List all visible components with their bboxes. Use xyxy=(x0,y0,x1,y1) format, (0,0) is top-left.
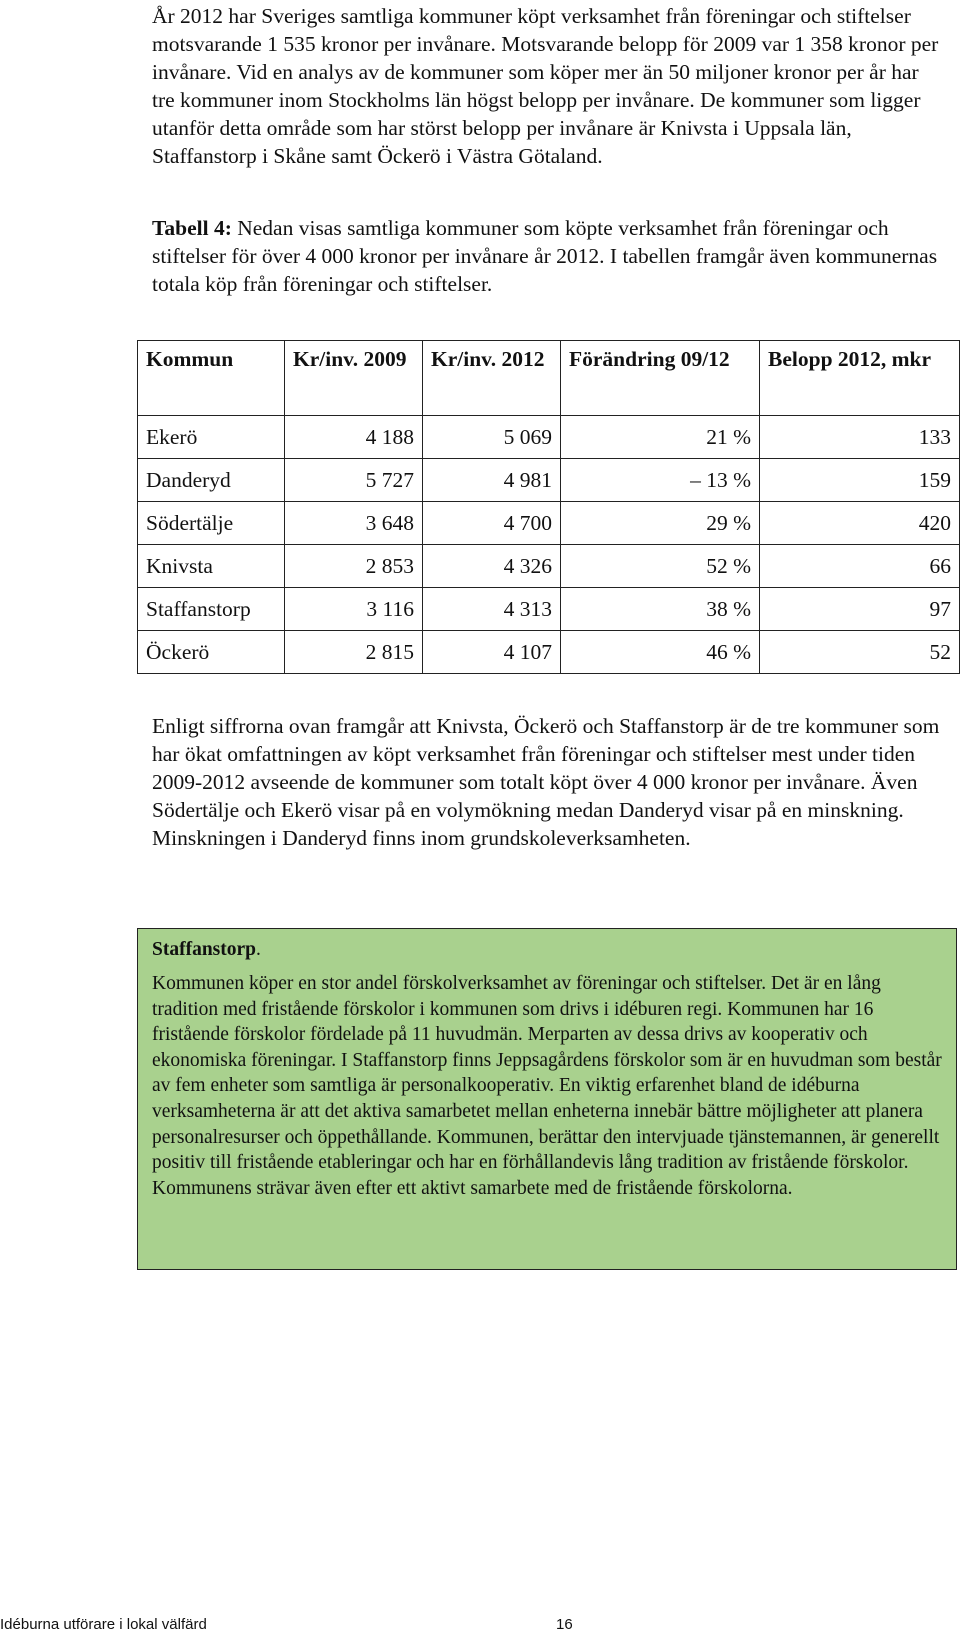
cell-forandring: 46 % xyxy=(561,631,760,674)
municipality-table xyxy=(137,340,960,674)
cell-kommun: Södertälje xyxy=(138,502,285,545)
cell-kr-2009: 2 815 xyxy=(285,631,423,674)
cell-kommun: Staffanstorp xyxy=(138,588,285,631)
header-kr-inv-2012: Kr/inv. 2012 xyxy=(423,341,561,416)
cell-belopp: 420 xyxy=(760,502,960,545)
cell-kr-2012: 4 107 xyxy=(423,631,561,674)
footer-title: Idéburna utförare i lokal välfärd xyxy=(0,1616,207,1633)
caption-text: Nedan visas samtliga kommuner som köpte verksamhet från föreningar och stiftelser för över 4 000 kronor per invånare år 2012. I tabellen framgår även kommunernas totala köp från föreningar och stiftelser. xyxy=(152,216,938,296)
cell-forandring: 29 % xyxy=(561,502,760,545)
cell-kr-2009: 5 727 xyxy=(285,459,423,502)
page-number: 16 xyxy=(556,1616,573,1633)
case-box-title-text: Staffanstorp xyxy=(152,939,257,960)
cell-forandring: 38 % xyxy=(561,588,760,631)
cell-kr-2012: 4 981 xyxy=(423,459,561,502)
cell-belopp: 66 xyxy=(760,545,960,588)
cell-forandring: 52 % xyxy=(561,545,760,588)
table-header-row xyxy=(138,341,960,416)
cell-kommun: Öckerö xyxy=(138,631,285,674)
cell-kr-2012: 4 700 xyxy=(423,502,561,545)
header-kommun: Kommun xyxy=(138,341,285,416)
cell-kr-2012: 4 326 xyxy=(423,545,561,588)
cell-belopp: 159 xyxy=(760,459,960,502)
header-belopp: Belopp 2012, mkr xyxy=(760,341,960,416)
cell-kommun: Ekerö xyxy=(138,416,285,459)
table-row xyxy=(138,416,960,459)
caption-label: Tabell 4: xyxy=(152,216,232,240)
header-forandring: Förändring 09/12 xyxy=(561,341,760,416)
cell-kr-2012: 4 313 xyxy=(423,588,561,631)
table-row xyxy=(138,459,960,502)
table-row xyxy=(138,631,960,674)
cell-kommun: Danderyd xyxy=(138,459,285,502)
cell-kr-2009: 3 116 xyxy=(285,588,423,631)
table-row xyxy=(138,588,960,631)
cell-kr-2012: 5 069 xyxy=(423,416,561,459)
staffanstorp-case-box xyxy=(137,928,957,1270)
analysis-paragraph: Enligt siffrorna ovan framgår att Knivsta, Öckerö och Staffanstorp är de tre kommuner som har ökat omfattningen av köpt verksamhet från föreningar och stiftelser mest under tiden 2009-2012 avseende de kommuner som totalt köpt över 4 000 kronor per invånare. Även Södertälje och Ekerö visar på en volymökning medan Danderyd visar på en minskning. Minskningen i Danderyd finns inom grundskoleverksamheten. xyxy=(152,714,940,850)
table-row xyxy=(138,502,960,545)
case-box-title-suffix: . xyxy=(256,939,261,960)
cell-kommun: Knivsta xyxy=(138,545,285,588)
case-box-title xyxy=(152,937,261,963)
cell-forandring: – 13 % xyxy=(561,459,760,502)
cell-belopp: 52 xyxy=(760,631,960,674)
cell-kr-2009: 3 648 xyxy=(285,502,423,545)
cell-forandring: 21 % xyxy=(561,416,760,459)
cell-kr-2009: 2 853 xyxy=(285,545,423,588)
case-box-text: Kommunen köper en stor andel förskolverksamhet av föreningar och stiftelser. Det är en lång tradition med fristående förskolor i kommunen som drivs i idéburen regi. Kommunen har 16 fristående förskolor fördelade på 11 huvudmän. Merparten av dessa drivs av kooperativ och ekonomiska föreningar. I Staffanstorp finns Jeppsagårdens förskolor som är en huvudman som består av fem enheter som samtliga är personalkooperativ. En viktig erfarenhet bland de idéburna verksamheterna är att det aktiva samarbetet mellan enheterna innebär bättre möjligheter att planera personalresurser och öppethållande. Kommunen, berättar den intervjuade tjänstemannen, är generellt positiv till fristående etableringar och har en förhållandevis lång tradition av fristående förskolor. Kommunens strävar även efter ett aktivt samarbete med de fristående förskolorna. xyxy=(152,973,942,1199)
intro-paragraph: År 2012 har Sveriges samtliga kommuner köpt verksamhet från föreningar och stiftelser motsvarande 1 535 kronor per invånare. Motsvarande belopp för 2009 var 1 358 kronor per invånare. Vid en analys av de kommuner som köper mer än 50 miljoner kronor per år har tre kommuner inom Stockholms län högst belopp per invånare. De kommuner som ligger utanför detta område som har störst belopp per invånare är Knivsta i Uppsala län, Staffanstorp i Skåne samt Öckerö i Västra Götaland. xyxy=(152,4,939,168)
header-kr-inv-2009: Kr/inv. 2009 xyxy=(285,341,423,416)
table-row xyxy=(138,545,960,588)
cell-belopp: 97 xyxy=(760,588,960,631)
cell-kr-2009: 4 188 xyxy=(285,416,423,459)
cell-belopp: 133 xyxy=(760,416,960,459)
table-caption xyxy=(152,214,942,298)
